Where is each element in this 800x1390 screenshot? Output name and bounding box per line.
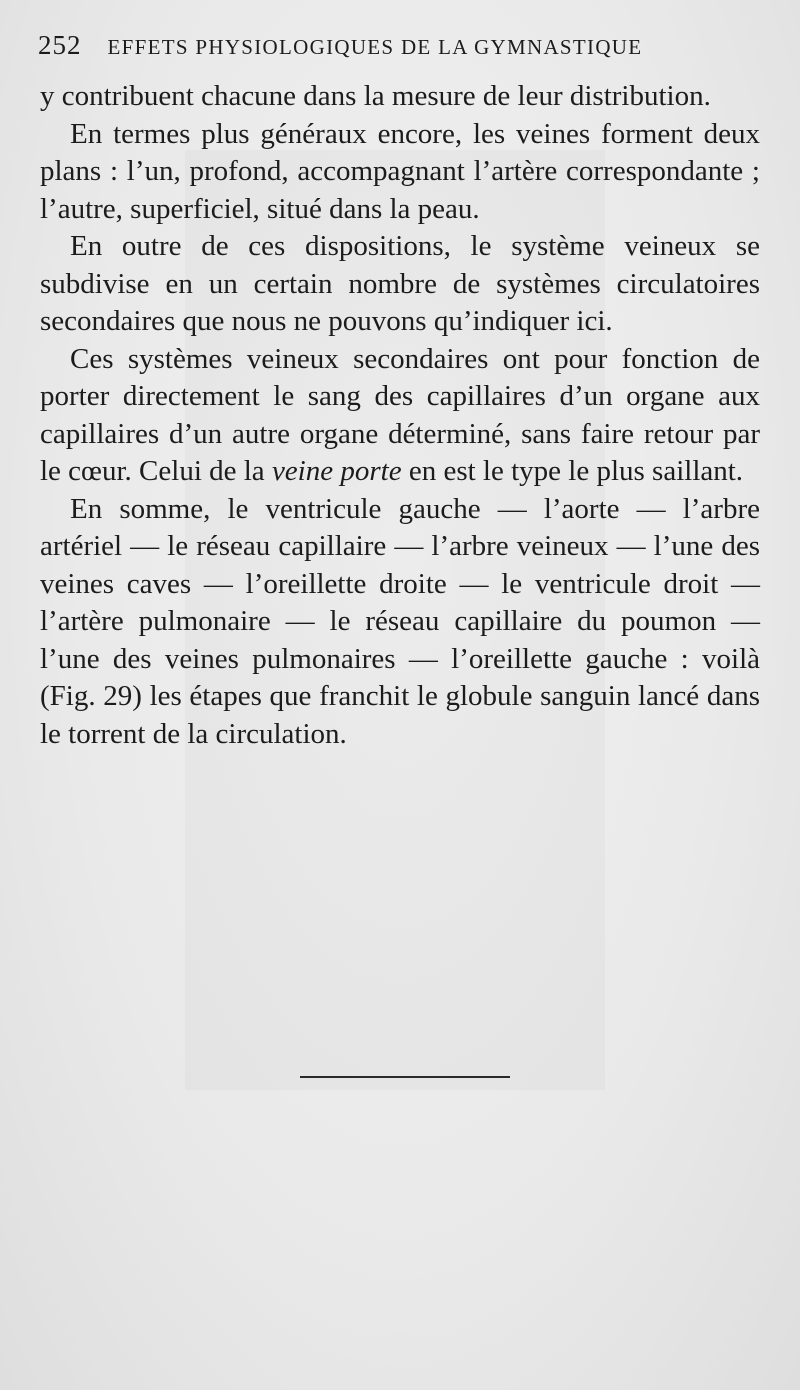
running-head bbox=[38, 30, 758, 70]
paragraph-venous-planes: En termes plus généraux encore, les veines forment deux plans : l’un, profond, accompagnant l’artère correspondante ; l’autre, superficiel, situé dans la peau. bbox=[40, 117, 760, 225]
footnote-rule bbox=[300, 1076, 510, 1078]
page-number: 252 bbox=[38, 30, 82, 60]
portal-vein-term: veine porte bbox=[271, 455, 402, 487]
body-text bbox=[40, 78, 760, 753]
paragraph-continued: y contribuent chacune dans la mesure de leur distribution. bbox=[40, 80, 711, 112]
paragraph-circulation-summary: En somme, le ventricule gauche — l’aorte — l’arbre artériel — le réseau capillaire — l’arbre veineux — l’une des veines caves — l’oreillette droite — le ventricule droit — l’artère pulmonaire — le réseau capillaire du poumon — l’une des veines pulmonaires — l’oreillette gauche : voilà (Fig. 29) les étapes que franchit le globule sanguin lancé dans le torrent de la circulation. bbox=[40, 492, 760, 750]
portal-text-end: en est le type le plus saillant. bbox=[401, 455, 744, 487]
portal-text-start: Ces systèmes veineux secondaires ont pour fonction de porter directement le sang des capillaires d’un organe aux capillaires d’un autre organe déterminé, sans faire retour par le cœur. Celui de la bbox=[40, 342, 760, 487]
paragraph-portal-vein bbox=[40, 341, 760, 491]
running-title: EFFETS PHYSIOLOGIQUES DE LA GYMNASTIQUE bbox=[107, 35, 643, 59]
paragraph-secondary-systems: En outre de ces dispositions, le système veineux se subdivise en un certain nombre de systèmes circulatoires secondaires que nous ne pouvons qu’indiquer ici. bbox=[40, 230, 760, 337]
